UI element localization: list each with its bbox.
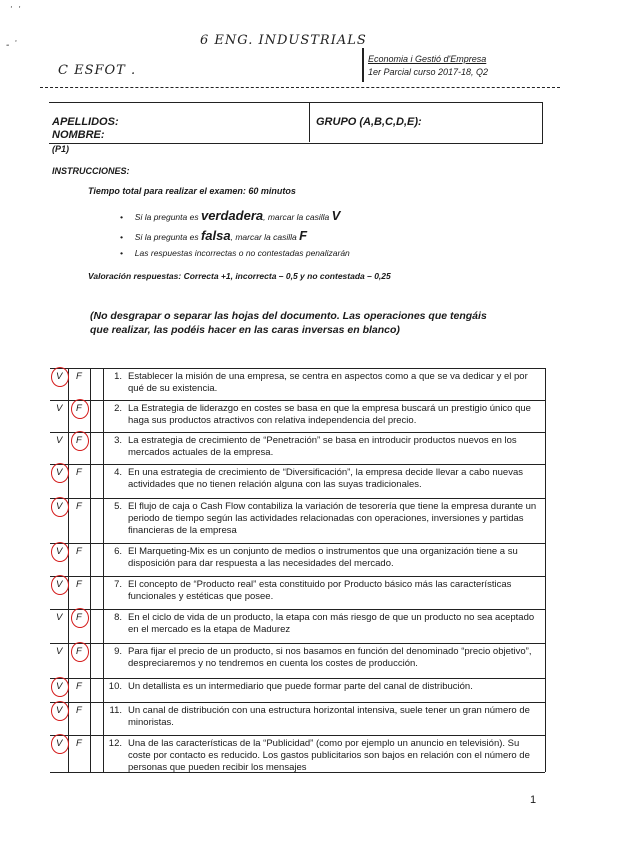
question-text: El Marqueting-Mix es un conjunto de medios o instrumentos que una organización tiene a su disposición para dar respuesta a las necesidades del mercado. <box>128 546 518 569</box>
question-text: El concepto de “Producto real” esta constituido por Producto básico más las características funcionales y estéticas que posee. <box>128 579 512 602</box>
question-text: Un canal de distribución con una estructura horizontal intensiva, suele tener un gran número de minoristas. <box>128 705 530 728</box>
table-row-divider <box>50 735 545 736</box>
group-label[interactable]: GRUPO (A,B,C,D,E): <box>316 116 422 128</box>
answer-false-box[interactable]: F <box>76 467 82 478</box>
marked-false-circle <box>71 399 89 419</box>
table-column-divider <box>545 368 546 772</box>
answer-true-box[interactable]: V <box>56 403 63 414</box>
question-number: 7. <box>114 579 122 590</box>
answer-false-box[interactable]: F <box>76 579 82 590</box>
rule-false-word: falsa <box>200 228 231 243</box>
table-row-divider <box>50 609 545 610</box>
answer-false-box[interactable]: F <box>76 705 82 716</box>
answer-true-box[interactable]: V <box>56 705 63 716</box>
table-row-divider <box>50 432 545 433</box>
table-row-divider <box>50 543 545 544</box>
notice-line-2: que realizar, las podéis hacer en las caras inversas en blanco) <box>90 324 400 336</box>
marked-true-circle <box>51 497 69 517</box>
marked-true-circle <box>51 701 69 721</box>
rule-true-word: verdadera <box>200 208 264 223</box>
page-number: 1 <box>530 794 537 806</box>
table-row-divider <box>50 678 545 679</box>
marked-false-circle <box>71 608 89 628</box>
rule-true-suffix: , marcar la casilla <box>263 212 330 222</box>
question-text: Un detallista es un intermediario que puede formar parte del canal de distribución. <box>128 681 473 692</box>
scribble-marks: - ˙ <box>6 40 18 51</box>
bullet-icon: • <box>120 232 123 242</box>
instructions-title: INSTRUCCIONES: <box>52 166 130 176</box>
marked-true-circle <box>51 463 69 483</box>
answer-true-box[interactable]: V <box>56 646 63 657</box>
marked-true-circle <box>51 367 69 387</box>
handwritten-room-note: C ESFOT . <box>58 63 137 78</box>
question-number: 10. <box>108 681 122 692</box>
answer-true-box[interactable]: V <box>56 546 63 557</box>
table-row-divider <box>50 498 545 499</box>
table-row-divider <box>50 702 545 703</box>
course-exam: 1er Parcial curso 2017-18, Q2 <box>368 67 489 77</box>
question-text: Para fijar el precio de un producto, si nos basamos en función del denominado “precio objetivo”, despreciaremos y no tendremos en cuenta los costes de producción. <box>128 646 532 669</box>
answer-false-box[interactable]: F <box>76 738 82 749</box>
question-number: 12. <box>108 738 122 749</box>
answer-true-box[interactable]: V <box>56 681 63 692</box>
question-text: La estrategia de crecimiento de “Penetración” se basa en introducir productos nuevos en los mercados actuales de la empresa. <box>128 435 517 458</box>
answer-true-box[interactable]: V <box>56 371 63 382</box>
surname-label[interactable]: APELLIDOS: <box>52 116 119 128</box>
rule-false-suffix: , marcar la casilla <box>230 232 297 242</box>
marked-true-circle <box>51 542 69 562</box>
question-text: Una de las características de la “Publicidad” (como por ejemplo un anuncio en televisión). Su coste por contacto es reducido. Los gastos publicitarios son bajos en relación con el número de personas que pueden recibir los mensajes <box>128 738 530 773</box>
answer-true-box[interactable]: V <box>56 612 63 623</box>
marked-false-circle <box>71 642 89 662</box>
marked-true-circle <box>51 575 69 595</box>
table-row-divider <box>50 643 545 644</box>
question-number: 3. <box>114 435 122 446</box>
table-row-divider <box>50 576 545 577</box>
bullet-icon: • <box>120 248 123 258</box>
table-row-divider <box>50 464 545 465</box>
question-text: La Estrategia de liderazgo en costes se basa en que la empresa buscará un prestigio único que haga sus productos atractivos con relativa independencia del precio. <box>128 403 531 426</box>
rule-false-prefix: Si la pregunta es <box>134 232 199 242</box>
notice-line-1: (No desgrapar o separar las hojas del documento. Las operaciones que tengáis <box>90 310 487 322</box>
exam-version: (P1) <box>52 144 70 154</box>
answer-false-box[interactable]: F <box>76 646 82 657</box>
marked-false-circle <box>71 431 89 451</box>
question-number: 1. <box>114 371 122 382</box>
answer-false-box[interactable]: F <box>76 435 82 446</box>
rule-false-letter: F <box>299 228 308 243</box>
table-column-divider <box>90 368 91 772</box>
question-text: El flujo de caja o Cash Flow contabiliza la variación de tesorería que tiene la empresa durante un periodo de tiempo según las actividades relacionadas con operaciones, inversiones y partidas financieras de la empresa <box>128 501 537 536</box>
rule-true-letter: V <box>331 208 341 223</box>
scoring-rule: Valoración respuestas: Correcta +1, incorrecta – 0,5 y no contestada – 0,25 <box>88 271 391 281</box>
question-number: 11. <box>109 705 122 716</box>
answer-false-box[interactable]: F <box>76 612 82 623</box>
answer-false-box[interactable]: F <box>76 371 82 382</box>
rule-penalty-text: Las respuestas incorrectas o no contestadas penalizarán <box>134 248 350 258</box>
answer-true-box[interactable]: V <box>56 501 63 512</box>
question-number: 2. <box>114 403 122 414</box>
answer-true-box[interactable]: V <box>56 738 63 749</box>
question-number: 5. <box>114 501 122 512</box>
answer-false-box[interactable]: F <box>76 546 82 557</box>
answer-false-box[interactable]: F <box>76 403 82 414</box>
scribble-marks: ˙ ˙ <box>8 6 22 17</box>
rule-true-prefix: Si la pregunta es <box>134 212 199 222</box>
question-text: En el ciclo de vida de un producto, la etapa con más riesgo de que un producto no sea aceptado en el mercado es la etapa de Madurez <box>128 612 535 635</box>
answer-false-box[interactable]: F <box>76 681 82 692</box>
question-number: 4. <box>114 467 122 478</box>
bullet-icon: • <box>120 212 123 222</box>
question-text: Establecer la misión de una empresa, se centra en aspectos como a que se va dedicar y el por qué de su existencia. <box>128 371 528 394</box>
question-number: 8. <box>114 612 122 623</box>
name-label[interactable]: NOMBRE: <box>52 129 105 141</box>
marked-true-circle <box>51 734 69 754</box>
question-number: 6. <box>114 546 122 557</box>
question-text: En una estrategia de crecimiento de “Diversificación”, la empresa decide llevar a cabo nuevas actividades que no tienen relación alguna con las suyas tradicionales. <box>128 467 523 490</box>
marked-true-circle <box>51 677 69 697</box>
handwritten-group-note: 6 ENG. INDUSTRIALS <box>200 33 367 48</box>
table-row-divider <box>50 368 545 369</box>
instructions-time: Tiempo total para realizar el examen: 60 minutos <box>88 186 296 196</box>
course-subject: Economia i Gestió d'Empresa <box>368 54 487 64</box>
answer-false-box[interactable]: F <box>76 501 82 512</box>
question-number: 9. <box>114 646 122 657</box>
answer-true-box[interactable]: V <box>56 579 63 590</box>
answer-true-box[interactable]: V <box>56 435 63 446</box>
table-row-divider <box>50 400 545 401</box>
answer-true-box[interactable]: V <box>56 467 63 478</box>
